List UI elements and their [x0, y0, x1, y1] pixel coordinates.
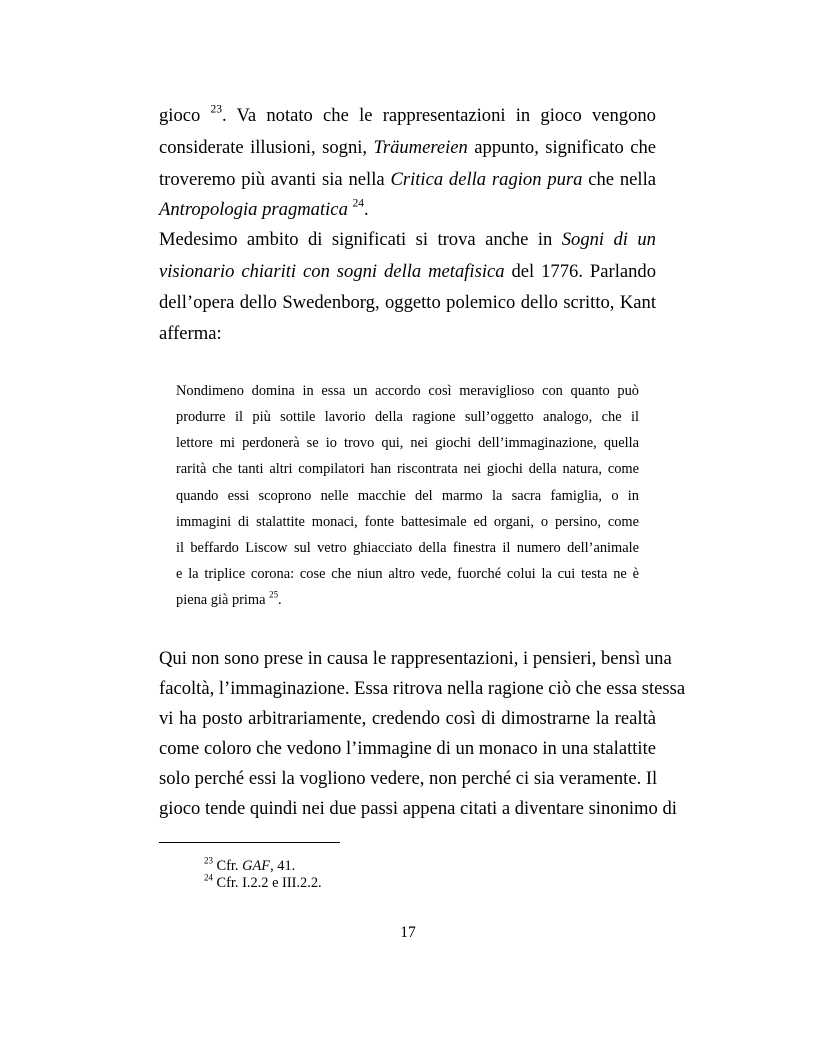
footnote: $^{24}$ Cfr. I.2.2 e III.2.2. [204, 872, 322, 891]
quote-line: piena già prima $^{25}$. [176, 589, 282, 608]
page-number: 17 [400, 924, 416, 941]
text-line: Medesimo ambito di significati si trova anche in Sogni di un [159, 229, 656, 250]
quote-line: e la triplice corona: cose che niun altro vede, fuorché colui la cui testa ne è [176, 566, 639, 582]
text-line: troveremo più avanti sia nella Critica della ragion pura che nella [159, 169, 657, 190]
footnote-number: 24 [204, 872, 213, 883]
text-line: considerate illusioni, sogni, Träumereien appunto, significato che [159, 137, 656, 158]
footnote-number: 23 [204, 855, 213, 866]
quote-line: il beffardo Liscow sul vetro ghiacciato della finestra il numero dell’animale [176, 540, 639, 556]
quote-line: Nondimeno domina in essa un accordo così meraviglioso con quanto può [176, 383, 639, 399]
footnote-ref[interactable]: 25 [269, 589, 279, 600]
quote-line: produrre il più sottile lavorio della ragione sull’oggetto analogo, che il [176, 409, 639, 425]
quote-line: quando essi scoprono nelle macchie del marmo la sacra famiglia, o in [176, 488, 639, 504]
footnote: $^{23}$ Cfr. GAF, 41. [204, 855, 296, 874]
quote-line: lettore mi perdonerà se io trovo qui, nei giochi dell’immaginazione, quella [176, 435, 639, 451]
text-line: Qui non sono prese in causa le rappresentazioni, i pensieri, bensì una [159, 648, 672, 669]
text-line: gioco $^{23}$. Va notato che le rappresentazioni in gioco vengono [159, 103, 656, 126]
footnote-ref[interactable]: 24 [352, 197, 365, 210]
text-line: gioco tende quindi nei due passi appena citati a diventare sinonimo di [159, 798, 677, 819]
text-line: facoltà, l’immaginazione. Essa ritrova nella ragione ciò che essa stessa [159, 678, 686, 699]
text-line: afferma: [159, 323, 222, 344]
quote-line: rarità che tanti altri compilatori han riscontrata nei giochi della natura, come [176, 461, 639, 477]
footnote-ref[interactable]: 23 [210, 103, 223, 116]
text-line: dell’opera dello Swedenborg, oggetto polemico dello scritto, Kant [159, 292, 656, 313]
text-line: solo perché essi la vogliono vedere, non perché ci sia veramente. Il [159, 768, 658, 789]
text-line: vi ha posto arbitrariamente, credendo così di dimostrarne la realtà [159, 708, 656, 729]
text-line: come coloro che vedono l’immagine di un monaco in una stalattite [159, 738, 656, 759]
footnote-separator [159, 842, 340, 843]
text-line: visionario chiariti con sogni della metafisica del 1776. Parlando [159, 261, 656, 282]
quote-line: immagini di stalattite monaci, fonte battesimale ed organi, o persino, come [176, 514, 639, 530]
text-line: Antropologia pragmatica $^{24}$. [159, 197, 369, 220]
